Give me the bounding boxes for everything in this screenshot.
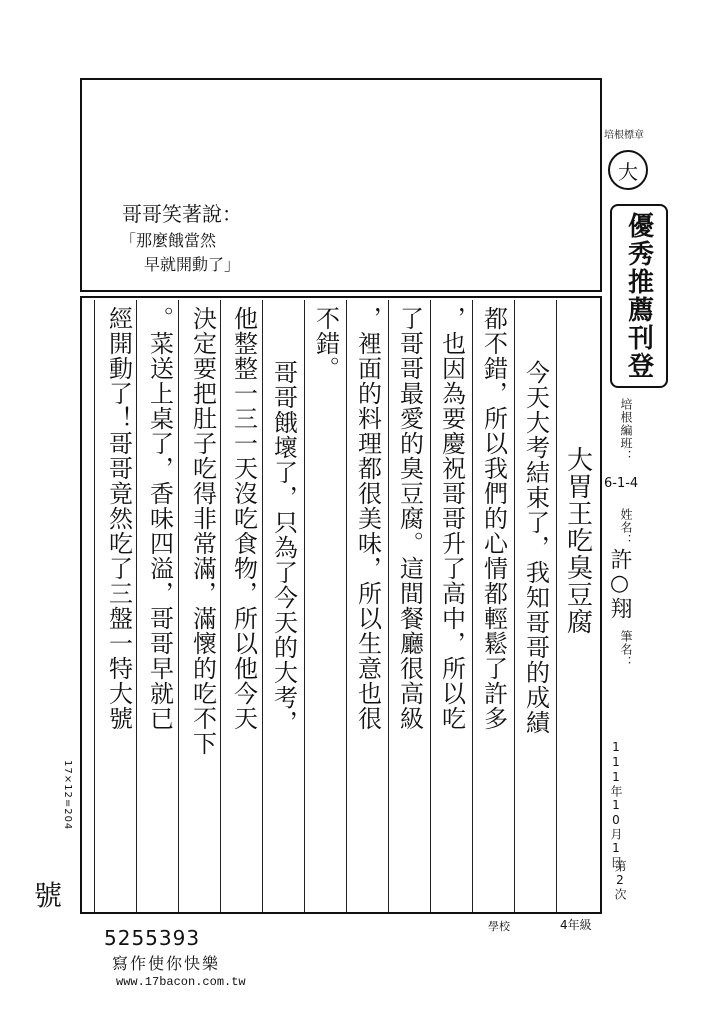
award-badge-text: 優秀推薦刊登	[623, 212, 654, 380]
class-value: 6-1-4	[604, 476, 639, 491]
name-value: 許○翔	[607, 548, 632, 620]
award-badge	[610, 204, 668, 388]
essay-line-8: 他整整一三一天沒吃食物，所以他今天	[229, 306, 258, 731]
class-label: 培根編班：	[619, 398, 633, 463]
grid-column-9	[178, 300, 220, 912]
grid-column-4	[388, 300, 430, 912]
essay-line-1: 今天大考結束了，我知哥哥的成績	[521, 360, 550, 735]
grid-column-1	[514, 300, 556, 912]
footer-code: 5255393	[104, 926, 201, 950]
grid-column-11	[94, 300, 136, 912]
stamp-circle	[608, 150, 648, 190]
date-value: 111年10月1日	[609, 740, 623, 869]
essay-line-11: 經開動了！哥哥竟然吃了三盤一特大號	[104, 306, 133, 731]
essay-line-6: 不錯。	[311, 306, 340, 381]
essay-line-4: 了哥哥最愛的臭豆腐。這間餐廳很高級	[395, 306, 424, 731]
teacher-note-box	[80, 78, 602, 292]
school-label: 學校	[488, 920, 510, 933]
name-label: 姓名：	[619, 508, 633, 547]
margin-char: 號	[34, 879, 63, 912]
essay-line-7: 哥哥餓壞了，只為了今天的大考，	[269, 360, 298, 735]
grid-column-3	[430, 300, 472, 912]
grid-column-10	[136, 300, 178, 912]
grade-label: 4年級	[560, 918, 592, 932]
essay-line-10: 。菜送上桌了，香味四溢，哥哥早就已	[145, 306, 174, 731]
essay-line-5: ，裡面的料理都很美味，所以生意也很	[353, 306, 382, 731]
footer-url: www.17bacon.com.tw	[116, 975, 246, 989]
grid-column-2	[472, 300, 514, 912]
essay-line-9: 決定要把肚子吃得非常滿，滿懷的吃不下	[188, 306, 217, 756]
grid-column-title	[556, 300, 598, 912]
paper-size: 17×12=204	[62, 760, 73, 831]
stamp-char: 大	[618, 159, 638, 184]
footer-slogan: 寫作使你快樂	[112, 954, 221, 973]
grid-column-8	[220, 300, 262, 912]
essay-line-2: 都不錯，所以我們的心情都輕鬆了許多	[479, 306, 508, 731]
grid-column-7	[262, 300, 304, 912]
grid-column-5	[346, 300, 388, 912]
pen-name-label: 筆名：	[619, 630, 633, 669]
note-line-1: 哥哥笑著說：	[122, 202, 242, 226]
note-line-2: 「那麼餓當然	[120, 231, 217, 250]
essay-title: 大胃王吃臭豆腐	[562, 446, 593, 635]
note-line-3: 早就開動了」	[144, 255, 241, 274]
issue-value: 第2次	[613, 860, 627, 901]
brand-label: 培根標章	[604, 130, 644, 141]
grid-column-6	[304, 300, 346, 912]
essay-line-3: ，也因為要慶祝哥哥升了高中，所以吃	[437, 306, 466, 731]
